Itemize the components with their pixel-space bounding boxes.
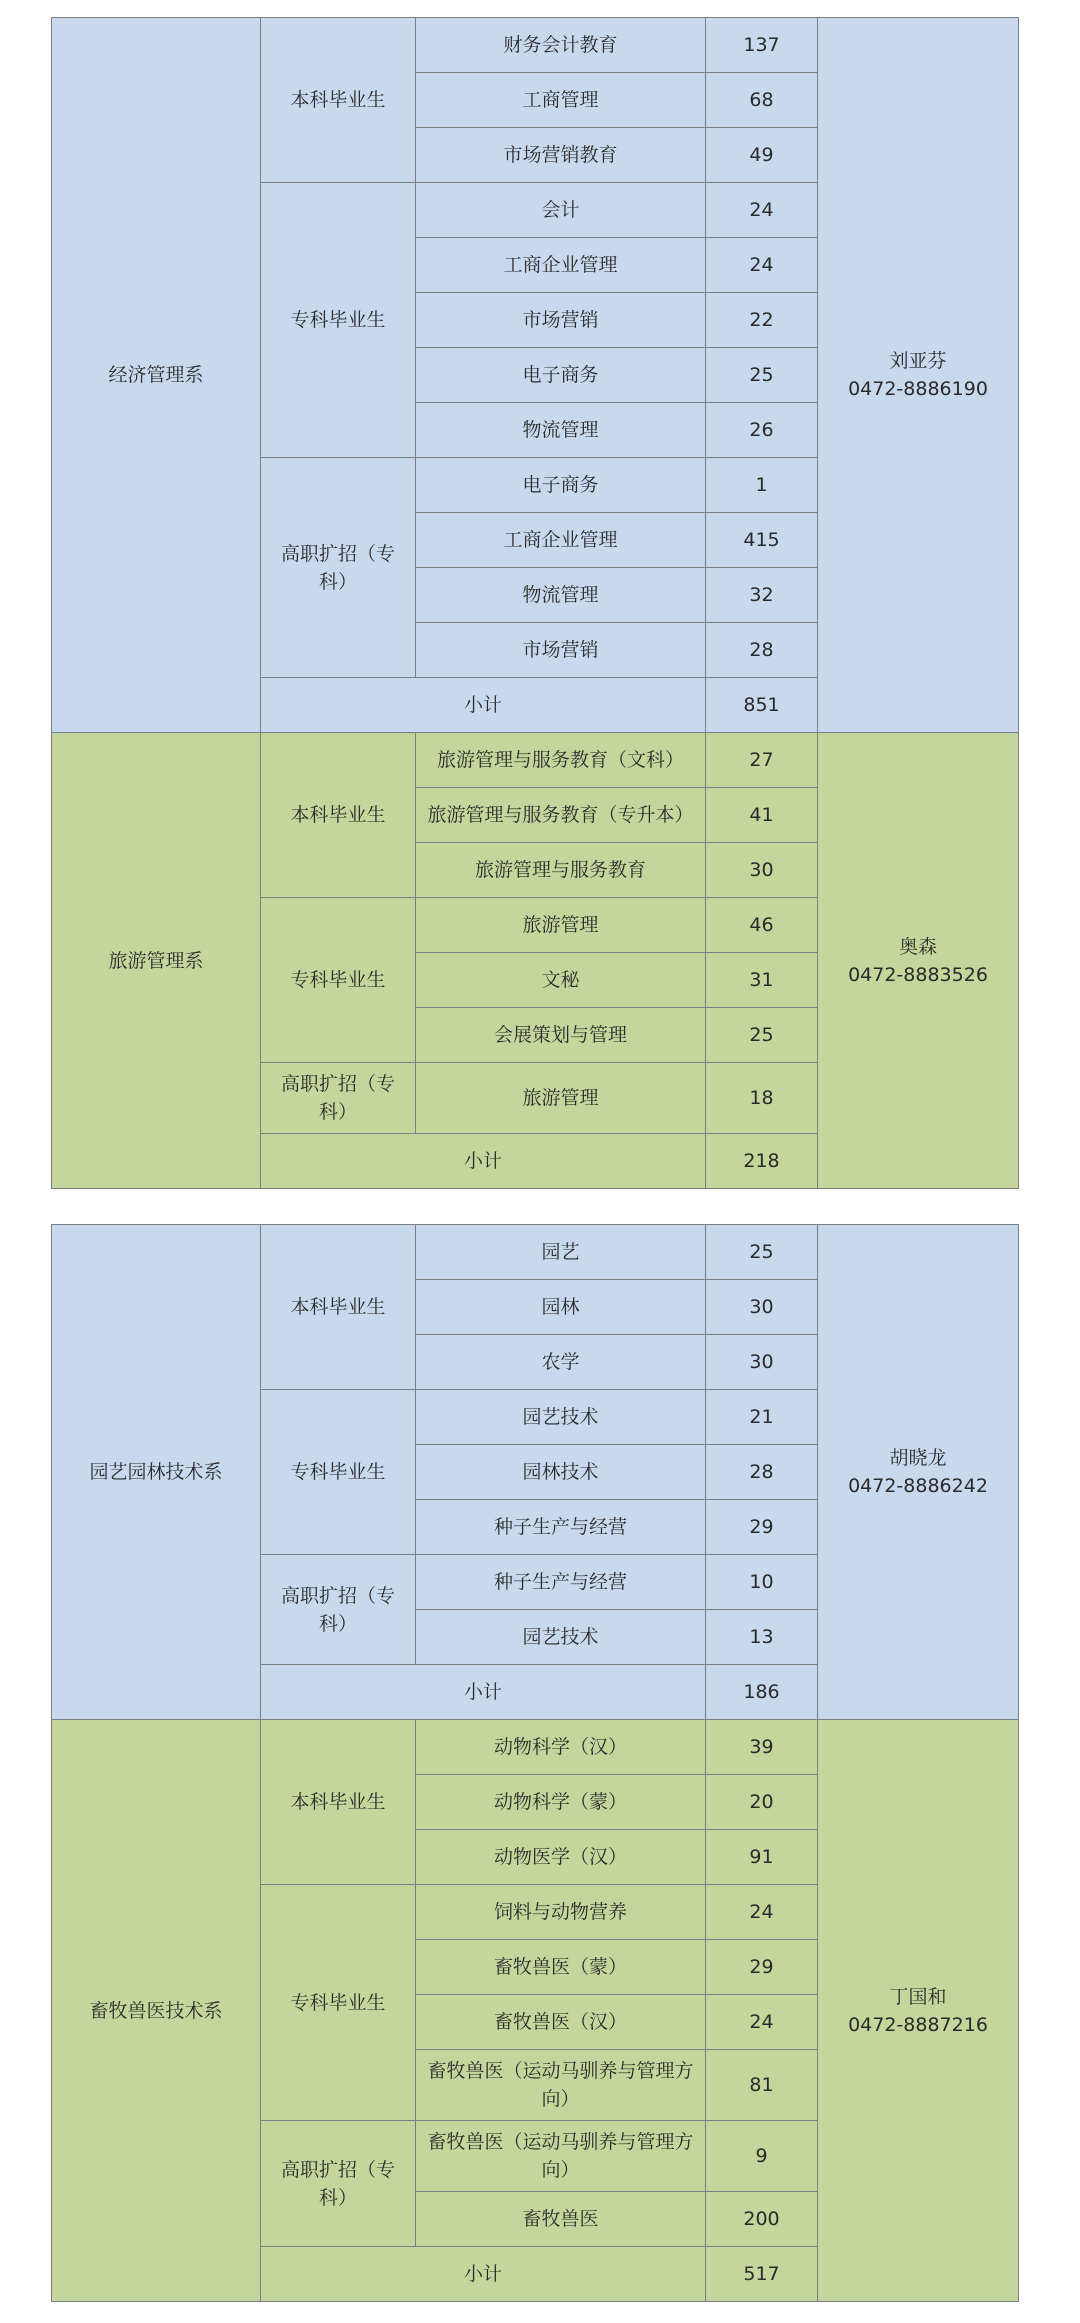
major-name: 旅游管理 bbox=[416, 898, 706, 953]
major-name: 畜牧兽医（蒙） bbox=[416, 1940, 706, 1995]
major-name: 市场营销教育 bbox=[416, 128, 706, 183]
graduate-count: 22 bbox=[706, 293, 818, 348]
subtotal-value: 851 bbox=[706, 678, 818, 733]
graduate-count: 25 bbox=[706, 348, 818, 403]
contact-name: 刘亚芬 bbox=[889, 350, 947, 372]
major-name: 畜牧兽医（运动马驯养与管理方向） bbox=[416, 2121, 706, 2192]
major-name: 电子商务 bbox=[416, 458, 706, 513]
graduate-count: 27 bbox=[706, 733, 818, 788]
major-name: 电子商务 bbox=[416, 348, 706, 403]
major-name: 园林技术 bbox=[416, 1445, 706, 1500]
major-name: 畜牧兽医（汉） bbox=[416, 1995, 706, 2050]
graduate-count: 20 bbox=[706, 1775, 818, 1830]
graduate-count: 21 bbox=[706, 1390, 818, 1445]
contact-phone: 0472-8887216 bbox=[848, 2013, 988, 2036]
contact-cell bbox=[818, 1720, 1019, 2302]
graduate-count: 29 bbox=[706, 1500, 818, 1555]
department-name: 经济管理系 bbox=[52, 18, 261, 733]
graduate-count: 9 bbox=[706, 2121, 818, 2192]
graduate-table-1 bbox=[51, 17, 1019, 1189]
graduate-count: 39 bbox=[706, 1720, 818, 1775]
graduate-count: 31 bbox=[706, 953, 818, 1008]
major-name: 种子生产与经营 bbox=[416, 1500, 706, 1555]
major-name: 旅游管理 bbox=[416, 1063, 706, 1134]
graduate-count: 32 bbox=[706, 568, 818, 623]
student-category: 专科毕业生 bbox=[261, 183, 416, 458]
major-name: 园林 bbox=[416, 1280, 706, 1335]
table-row bbox=[52, 18, 1019, 73]
major-name: 饲料与动物营养 bbox=[416, 1885, 706, 1940]
graduate-count: 30 bbox=[706, 843, 818, 898]
graduate-count: 13 bbox=[706, 1610, 818, 1665]
student-category: 高职扩招（专科） bbox=[261, 1063, 416, 1134]
table-row bbox=[52, 733, 1019, 788]
major-name: 畜牧兽医（运动马驯养与管理方向） bbox=[416, 2050, 706, 2121]
graduate-table-2 bbox=[51, 1224, 1019, 2302]
major-name: 畜牧兽医 bbox=[416, 2192, 706, 2247]
major-name: 财务会计教育 bbox=[416, 18, 706, 73]
graduate-count: 46 bbox=[706, 898, 818, 953]
graduate-count: 30 bbox=[706, 1280, 818, 1335]
major-name: 工商管理 bbox=[416, 73, 706, 128]
graduate-count: 29 bbox=[706, 1940, 818, 1995]
graduate-count: 81 bbox=[706, 2050, 818, 2121]
table-row bbox=[52, 1720, 1019, 1775]
graduate-count: 24 bbox=[706, 238, 818, 293]
major-name: 动物科学（汉） bbox=[416, 1720, 706, 1775]
student-category: 专科毕业生 bbox=[261, 1390, 416, 1555]
subtotal-value: 186 bbox=[706, 1665, 818, 1720]
major-name: 园艺 bbox=[416, 1225, 706, 1280]
graduate-count: 68 bbox=[706, 73, 818, 128]
graduate-count: 18 bbox=[706, 1063, 818, 1134]
subtotal-value: 517 bbox=[706, 2247, 818, 2302]
graduate-count: 25 bbox=[706, 1225, 818, 1280]
contact-name: 丁国和 bbox=[889, 1985, 947, 2008]
graduate-count: 24 bbox=[706, 183, 818, 238]
contact-phone: 0472-8886190 bbox=[848, 378, 988, 400]
graduate-count: 1 bbox=[706, 458, 818, 513]
graduate-count: 28 bbox=[706, 1445, 818, 1500]
graduate-count: 26 bbox=[706, 403, 818, 458]
student-category: 本科毕业生 bbox=[261, 733, 416, 898]
student-category: 本科毕业生 bbox=[261, 1225, 416, 1390]
subtotal-label: 小计 bbox=[261, 678, 706, 733]
subtotal-value: 218 bbox=[706, 1134, 818, 1189]
contact-phone: 0472-8886242 bbox=[848, 1475, 988, 1497]
contact-name: 奥森 bbox=[898, 935, 937, 958]
major-name: 动物科学（蒙） bbox=[416, 1775, 706, 1830]
student-category: 本科毕业生 bbox=[261, 1720, 416, 1885]
subtotal-label: 小计 bbox=[261, 1134, 706, 1189]
contact-cell bbox=[818, 18, 1019, 733]
major-name: 工商企业管理 bbox=[416, 238, 706, 293]
department-name: 畜牧兽医技术系 bbox=[52, 1720, 261, 2302]
student-category: 专科毕业生 bbox=[261, 898, 416, 1063]
graduate-count: 41 bbox=[706, 788, 818, 843]
major-name: 工商企业管理 bbox=[416, 513, 706, 568]
major-name: 农学 bbox=[416, 1335, 706, 1390]
major-name: 园艺技术 bbox=[416, 1390, 706, 1445]
major-name: 种子生产与经营 bbox=[416, 1555, 706, 1610]
student-category: 专科毕业生 bbox=[261, 1885, 416, 2121]
graduate-count: 49 bbox=[706, 128, 818, 183]
subtotal-label: 小计 bbox=[261, 2247, 706, 2302]
contact-name: 胡晓龙 bbox=[889, 1447, 947, 1469]
major-name: 旅游管理与服务教育（专升本） bbox=[416, 788, 706, 843]
major-name: 物流管理 bbox=[416, 568, 706, 623]
major-name: 物流管理 bbox=[416, 403, 706, 458]
student-category: 高职扩招（专科） bbox=[261, 2121, 416, 2247]
contact-phone: 0472-8883526 bbox=[848, 963, 988, 986]
student-category: 本科毕业生 bbox=[261, 18, 416, 183]
department-name: 园艺园林技术系 bbox=[52, 1225, 261, 1720]
table-row bbox=[52, 1225, 1019, 1280]
major-name: 会展策划与管理 bbox=[416, 1008, 706, 1063]
major-name: 旅游管理与服务教育（文科） bbox=[416, 733, 706, 788]
graduate-count: 24 bbox=[706, 1885, 818, 1940]
major-name: 文秘 bbox=[416, 953, 706, 1008]
graduate-count: 91 bbox=[706, 1830, 818, 1885]
graduate-count: 137 bbox=[706, 18, 818, 73]
subtotal-label: 小计 bbox=[261, 1665, 706, 1720]
graduate-count: 200 bbox=[706, 2192, 818, 2247]
contact-cell bbox=[818, 1225, 1019, 1720]
contact-cell bbox=[818, 733, 1019, 1189]
graduate-count: 30 bbox=[706, 1335, 818, 1390]
major-name: 会计 bbox=[416, 183, 706, 238]
major-name: 市场营销 bbox=[416, 293, 706, 348]
major-name: 园艺技术 bbox=[416, 1610, 706, 1665]
student-category: 高职扩招（专科） bbox=[261, 1555, 416, 1665]
major-name: 旅游管理与服务教育 bbox=[416, 843, 706, 898]
graduate-count: 28 bbox=[706, 623, 818, 678]
major-name: 动物医学（汉） bbox=[416, 1830, 706, 1885]
major-name: 市场营销 bbox=[416, 623, 706, 678]
graduate-count: 415 bbox=[706, 513, 818, 568]
graduate-count: 24 bbox=[706, 1995, 818, 2050]
department-name: 旅游管理系 bbox=[52, 733, 261, 1189]
graduate-count: 25 bbox=[706, 1008, 818, 1063]
student-category: 高职扩招（专科） bbox=[261, 458, 416, 678]
graduate-count: 10 bbox=[706, 1555, 818, 1610]
